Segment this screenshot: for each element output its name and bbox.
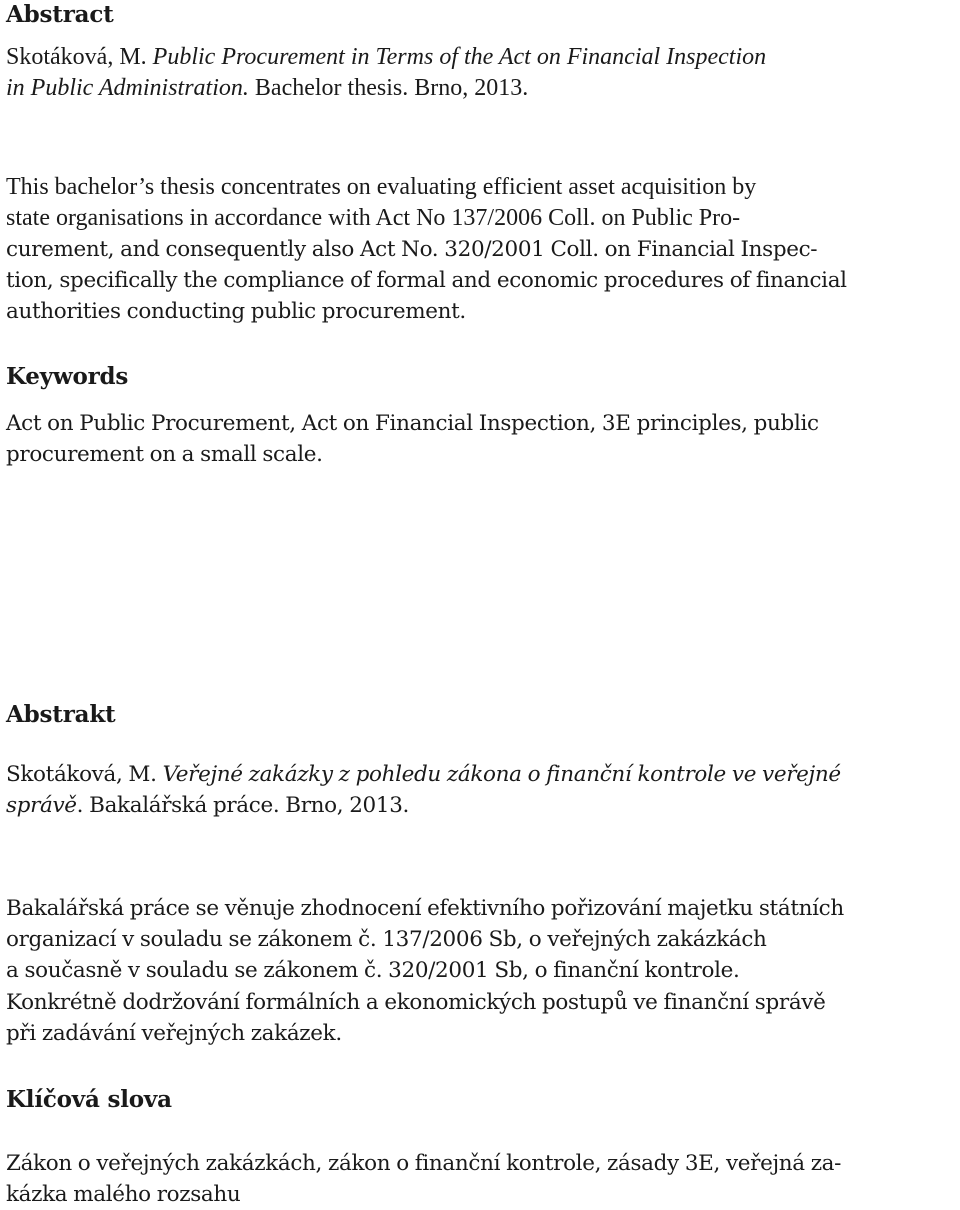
citace-title-line-1: Veřejné zakázky z pohledu zákona o finanční kontrole ve veřejné — [162, 762, 841, 787]
citace-title-line-2: správě — [6, 793, 77, 819]
citation-rest: Bachelor thesis. Brno, 2013. — [248, 75, 529, 102]
abstract-body-line: state organisations in accordance with Act No 137/2006 Coll. on Public Pro- — [6, 205, 741, 232]
abstrakt-body-line: a současně v souladu se zákonem č. 320/2001 Sb, o finanční kontrole. — [6, 958, 740, 984]
abstrakt-body-line: při zadávání veřejných zakázek. — [6, 1020, 342, 1046]
klicova-slova-heading: Klíčová slova — [6, 1086, 172, 1113]
citace-author: Skotáková, M. — [6, 762, 163, 787]
abstract-citation — [6, 42, 956, 104]
abstrakt-heading: Abstrakt — [6, 701, 116, 728]
abstract-body-cont — [6, 234, 956, 328]
abstract-body-line: authorities conducting public procurement. — [6, 299, 466, 325]
citation-author: Skotáková, M. — [6, 44, 153, 70]
keywords-line: Act on Public Procurement, Act on Financial Inspection, 3E principles, public — [6, 411, 819, 436]
citation-title-line-1: Public Procurement in Terms of the Act on Financial Inspection — [152, 44, 767, 70]
abstract-body-line: This bachelor’s thesis concentrates on evaluating efficient asset acquisition by — [6, 174, 757, 200]
citation-title-line-2: in Public Administration. — [6, 75, 249, 102]
abstrakt-body-line: Bakalářská práce se věnuje zhodnocení efektivního pořizování majetku státních — [6, 896, 844, 921]
keywords-text — [6, 408, 956, 470]
keywords-heading: Keywords — [6, 363, 129, 390]
abstract-body — [6, 172, 956, 234]
abstrakt-body-line: Konkrétně dodržování formálních a ekonomických postupů ve finanční správě — [6, 989, 826, 1015]
klicova-slova-line: kázka malého rozsahu — [6, 1182, 241, 1208]
klicova-slova-text — [6, 1148, 956, 1210]
abstract-body-line: tion, specifically the compliance of formal and economic procedures of financial — [6, 268, 847, 294]
keywords-line: procurement on a small scale. — [6, 442, 323, 468]
citace-rest: . Bakalářská práce. Brno, 2013. — [76, 793, 410, 819]
abstract-body-line: curement, and consequently also Act No. 320/2001 Coll. on Financial Inspec- — [6, 237, 818, 262]
abstrakt-body-line: organizací v souladu se zákonem č. 137/2006 Sb, o veřejných zakázkách — [6, 927, 767, 953]
abstrakt-citation — [6, 759, 956, 821]
klicova-slova-line: Zákon o veřejných zakázkách, zákon o finanční kontrole, zásady 3E, veřejná za- — [6, 1151, 842, 1176]
abstract-heading: Abstract — [6, 1, 114, 28]
abstrakt-body — [6, 893, 956, 1049]
